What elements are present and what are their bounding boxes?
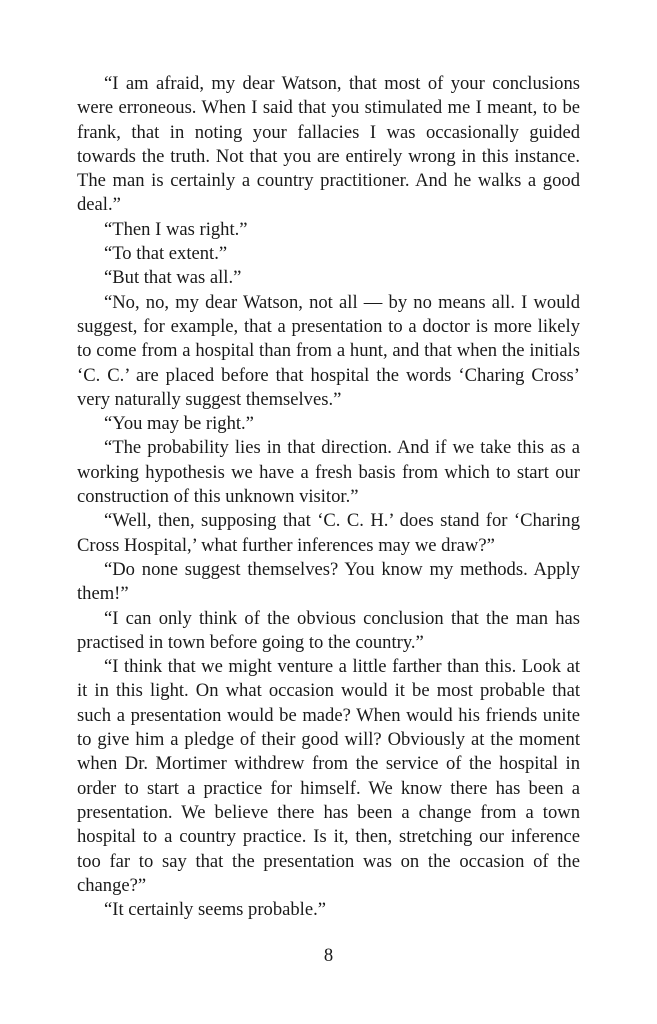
- paragraph: “You may be right.”: [104, 413, 254, 435]
- paragraph: “I think that we might venture a little farther than this. Look at it in this light. On what occasion would it be most probable that such a presentation would be made? When would his friends unite to give him a pledge of their good will? Obviously at the moment when Dr. Mortimer withdrew from the service of the hospital in order to start a practice for himself. We know there has been a presentation. We believe there has been a change from a town hospital to a country practice. Is it, then, stretching our inference too far to say that the presentation was on the occasion of the change?”: [77, 656, 580, 896]
- paragraph: “To that extent.”: [104, 243, 228, 265]
- paragraph: “Then I was right.”: [104, 218, 248, 240]
- paragraph: “Do none suggest themselves? You know my methods. Apply them!”: [77, 558, 580, 605]
- page-number: 8: [323, 945, 334, 966]
- paragraph: “Well, then, supposing that ‘C. C. H.’ does stand for ‘Charing Cross Hospital,’ what further inferences may we draw?”: [77, 510, 580, 556]
- paragraph: “No, no, my dear Watson, not all — by no means all. I would suggest, for example, that a presentation to a doctor is more likely to come from a hospital than from a hunt, and that when the initials ‘C. C.’ are placed before that hospital the words ‘Charing Cross’ very naturally suggest themselves.”: [77, 291, 580, 410]
- paragraph: “I am afraid, my dear Watson, that most of your conclusions were erroneous. When I said that you stimulated me I meant, to be frank, that in noting your fallacies I was occasionally guided towards the truth. Not that you are entirely wrong in this instance. The man is certainly a country practitioner. And he walks a good deal.”: [77, 73, 580, 216]
- paragraph: “The probability lies in that direction. And if we take this as a working hypothesis we have a fresh basis from which to start our construction of this unknown visitor.”: [77, 437, 580, 508]
- paragraph: “But that was all.”: [104, 267, 242, 289]
- book-page-text: [77, 72, 580, 922]
- paragraph: “I can only think of the obvious conclusion that the man has practised in town before going to the country.”: [77, 607, 580, 653]
- paragraph: “It certainly seems probable.”: [104, 899, 326, 921]
